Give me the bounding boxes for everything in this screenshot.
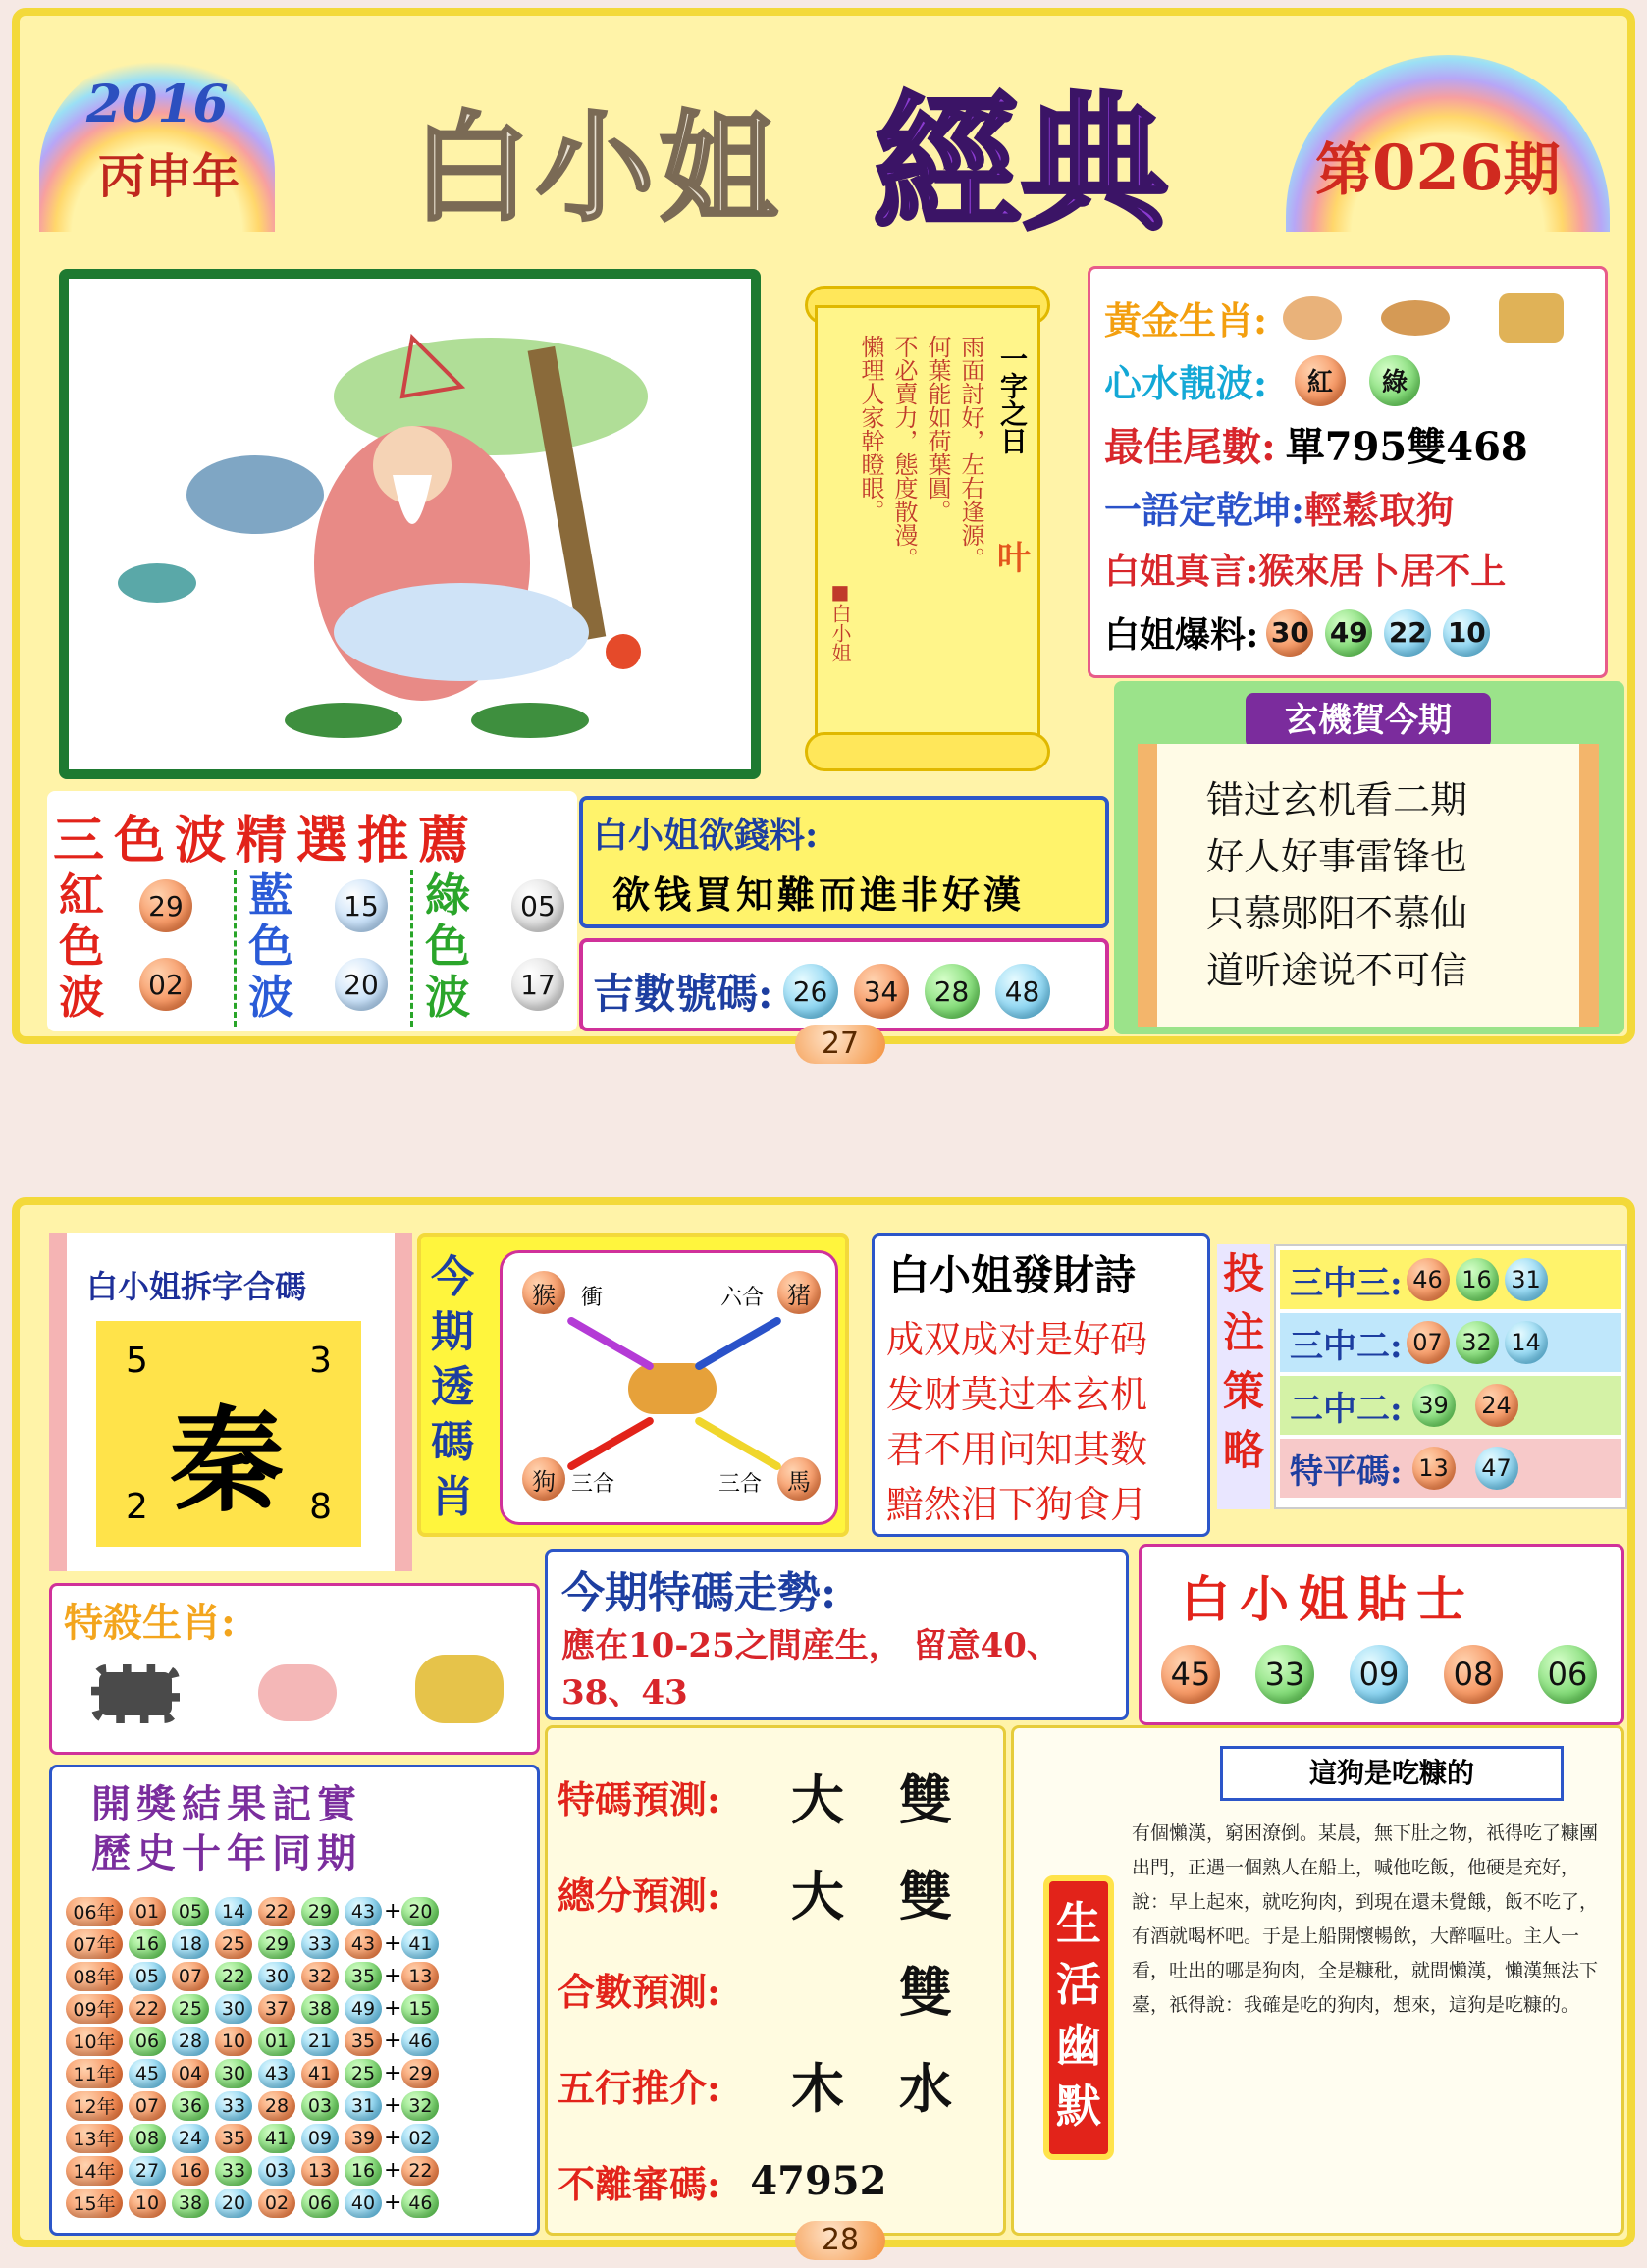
history-year: 09年 <box>66 1994 123 2024</box>
poem-scroll <box>766 286 1080 796</box>
history-ball: 01 <box>129 1897 166 1926</box>
history-ball: 21 <box>301 2027 339 2056</box>
tips-ball: 09 <box>1350 1645 1408 1704</box>
year-cn-text: 丙申年 <box>98 149 240 204</box>
history-ball: 35 <box>345 2027 382 2056</box>
zodiac-top-left: 猴 <box>522 1271 565 1314</box>
zodiac-bottom-left: 狗 <box>522 1457 565 1501</box>
history-ball: 22 <box>129 1994 166 2024</box>
prediction-label: 合數預測: <box>558 1969 721 2014</box>
history-ball: 10 <box>129 2189 166 2218</box>
history-ball: 06 <box>129 2027 166 2056</box>
year-text: 2016 <box>86 75 229 134</box>
bet-ball: 16 <box>1456 1258 1499 1301</box>
tip-ball: 30 <box>1266 609 1313 657</box>
trend-title: 今期特碼走勢: <box>561 1568 837 1618</box>
char-combo-box <box>49 1233 412 1571</box>
history-ball: 22 <box>215 1962 252 1991</box>
illustration-frame <box>59 269 761 779</box>
combo-char: 秦 <box>170 1395 284 1528</box>
three-wave-title: 三色波精選推薦 <box>53 811 480 870</box>
bet-row: 三中三: 46 16 31 <box>1280 1250 1621 1309</box>
arrow-down-left <box>566 1416 656 1472</box>
tiger-icon <box>628 1363 717 1414</box>
history-ball: 20 <box>215 2189 252 2218</box>
tips-title: 白小姐貼士 <box>1181 1570 1475 1628</box>
history-special-ball: 15 <box>401 1994 439 2024</box>
plus-sign: + <box>384 2126 402 2150</box>
history-ball: 02 <box>258 2189 295 2218</box>
plus-sign: + <box>384 1964 402 1988</box>
dog-icon <box>1499 293 1564 343</box>
prediction-label: 總分預測: <box>558 1872 721 1918</box>
history-year: 06年 <box>66 1897 123 1926</box>
tail-row: 最佳尾數: 單795雙468 <box>1104 424 1528 470</box>
history-ball: 33 <box>215 2156 252 2186</box>
poem-lines: 雨面討好，左右逢源。 何葉能如荷葉圓。 不必賣力，態度散漫。 懶理人家幹瞪眼。 <box>857 335 984 570</box>
history-special-ball: 46 <box>401 2027 439 2056</box>
prediction-row <box>558 1844 999 1940</box>
mystery-box <box>1114 681 1624 1034</box>
lucky-number-box <box>579 938 1109 1031</box>
history-ball: 31 <box>345 2091 382 2121</box>
history-special-ball: 22 <box>401 2156 439 2186</box>
wave-ball: 29 <box>139 879 192 932</box>
plus-sign: + <box>384 2029 402 2053</box>
history-ball: 27 <box>129 2156 166 2186</box>
bet-row: 二中二: 39 24 <box>1280 1376 1621 1435</box>
zodiac-reveal-title: 今期透碼肖 <box>431 1252 474 1522</box>
history-ball: 36 <box>172 2091 209 2121</box>
history-ball: 35 <box>345 1962 382 1991</box>
bet-ball: 46 <box>1407 1258 1450 1301</box>
trend-box <box>545 1549 1129 1720</box>
prediction-value: 水 <box>899 2056 952 2120</box>
char-combo-card: 5 3 2 8 秦 <box>96 1321 361 1547</box>
history-ball: 10 <box>215 2027 252 2056</box>
history-ball: 05 <box>172 1897 209 1926</box>
history-ball: 01 <box>258 2027 295 2056</box>
lucky-ball: 26 <box>783 964 838 1019</box>
bet-row: 三中二: 07 32 14 <box>1280 1313 1621 1372</box>
tips-ball: 33 <box>1255 1645 1314 1704</box>
predictions-box <box>545 1725 1006 2236</box>
arrow-up-left <box>566 1316 656 1372</box>
history-ball: 35 <box>215 2124 252 2153</box>
history-ball: 25 <box>215 1929 252 1959</box>
sage-under-tree-illustration <box>69 279 751 769</box>
history-ball: 45 <box>129 2059 166 2088</box>
history-special-ball: 46 <box>401 2189 439 2218</box>
history-ball: 08 <box>129 2124 166 2153</box>
bet-ball: 39 <box>1412 1384 1456 1427</box>
zodiac-bottom-right: 馬 <box>777 1457 821 1501</box>
title-main: 白小姐 <box>412 99 783 237</box>
info-box <box>1088 266 1608 678</box>
wave-ball: 15 <box>335 879 388 932</box>
history-year: 07年 <box>66 1929 123 1959</box>
history-ball: 16 <box>129 1929 166 1959</box>
wave-green-badge: 綠 <box>1369 355 1420 406</box>
bet-ball: 14 <box>1505 1321 1548 1364</box>
history-year: 12年 <box>66 2091 123 2121</box>
prediction-row <box>558 2036 999 2133</box>
history-special-ball: 02 <box>401 2124 439 2153</box>
bet-row: 特平碼: 13 47 <box>1280 1439 1621 1498</box>
money-label: 白小姐欲錢料: <box>593 815 819 856</box>
history-ball: 24 <box>172 2124 209 2153</box>
tip-ball: 49 <box>1325 609 1372 657</box>
history-row <box>66 2187 527 2219</box>
lucky-ball: 48 <box>995 964 1050 1019</box>
bet-ball: 47 <box>1475 1447 1518 1490</box>
prediction-label: 特碼預測: <box>558 1776 721 1821</box>
history-ball: 33 <box>215 2091 252 2121</box>
history-ball: 43 <box>345 1897 382 1926</box>
history-ball: 37 <box>258 1994 295 2024</box>
history-ball: 06 <box>301 2189 339 2218</box>
history-ball: 30 <box>215 2059 252 2088</box>
plus-sign: + <box>384 2190 402 2215</box>
wave-group-blue: 藍色波 15 20 <box>234 870 400 1027</box>
history-title-2: 歷史十年同期 <box>91 1830 362 1876</box>
history-ball: 14 <box>215 1897 252 1926</box>
history-ball: 07 <box>129 2091 166 2121</box>
history-ball: 22 <box>258 1897 295 1926</box>
wave-ball: 02 <box>139 958 192 1011</box>
arrow-down-right <box>694 1416 783 1472</box>
prediction-label: 五行推介: <box>558 2065 721 2110</box>
snake-icon <box>1283 296 1342 340</box>
prediction-row <box>558 1940 999 2036</box>
humor-text: 有個懶漢，窮困潦倒。某晨，無下肚之物，祇得吃了糠團出門，正遇一個熟人在船上，喊他吃飯，他硬是充好，說：早上起來，就吃狗肉，到現在還未覺餓，飯不吃了，有酒就喝杯吧。于是上船開懷暢飲，大醉嘔吐。主人一看，吐出的哪是狗肉，全是糠秕，就問懶漢，懶漢無法下臺，祇得說：我確是吃的狗肉，想來，這狗是吃糠的。 <box>1132 1822 1599 2016</box>
prediction-value: 雙 <box>899 1767 952 1831</box>
bet-strategy-side-label: 投注策略 <box>1217 1244 1270 1509</box>
golden-zodiac-row: 黃金生肖: <box>1104 290 1564 344</box>
history-ball: 28 <box>172 2027 209 2056</box>
history-box <box>49 1765 540 2236</box>
zodiac-reveal-box: 今期透碼肖 猴 衝 六合 猪 狗 三合 三合 馬 <box>417 1233 849 1537</box>
history-ball: 04 <box>172 2059 209 2088</box>
history-ball: 30 <box>215 1994 252 2024</box>
zodiac-top-right: 猪 <box>777 1271 821 1314</box>
history-row <box>66 2089 527 2122</box>
history-row <box>66 2025 527 2057</box>
history-ball: 16 <box>345 2156 382 2186</box>
history-ball: 38 <box>301 1994 339 2024</box>
prediction-value: 大 <box>791 1767 844 1831</box>
history-table <box>66 1895 527 2219</box>
history-ball: 43 <box>345 1929 382 1959</box>
prediction-rows <box>558 1748 999 2229</box>
money-value: 欲钱買知難而進非好漢 <box>612 872 1026 917</box>
tip-ball: 10 <box>1443 609 1490 657</box>
tips-ball: 06 <box>1538 1645 1597 1704</box>
plus-sign: + <box>384 1931 402 1956</box>
history-ball: 13 <box>301 2156 339 2186</box>
wave-ball: 20 <box>335 958 388 1011</box>
arrow-up-right <box>694 1316 783 1372</box>
title-classic: 經典 <box>874 78 1169 250</box>
history-ball: 30 <box>258 1962 295 1991</box>
page-28 <box>12 1197 1635 2257</box>
phrase-row: 一語定乾坤: 輕鬆取狗 <box>1104 488 1455 532</box>
plus-sign: + <box>384 1996 402 2021</box>
history-ball: 09 <box>301 2124 339 2153</box>
bet-strategy-box <box>1217 1244 1629 1509</box>
dragon-icon <box>415 1655 504 1723</box>
history-ball: 29 <box>258 1929 295 1959</box>
lucky-ball: 28 <box>925 964 980 1019</box>
history-row <box>66 2057 527 2089</box>
history-row <box>66 1960 527 1992</box>
rat-icon <box>1381 300 1450 336</box>
poem-answer: 叶 <box>997 539 1031 578</box>
tip-ball: 22 <box>1384 609 1431 657</box>
plus-sign: + <box>384 2158 402 2183</box>
history-ball: 49 <box>345 1994 382 2024</box>
bet-ball: 13 <box>1412 1447 1456 1490</box>
history-special-ball: 13 <box>401 1962 439 1991</box>
money-box <box>579 796 1109 928</box>
prediction-label: 不離審碼: <box>558 2161 721 2206</box>
history-special-ball: 41 <box>401 1929 439 1959</box>
bet-ball: 31 <box>1505 1258 1548 1301</box>
cow-icon <box>91 1664 180 1723</box>
wave-ball: 05 <box>511 879 564 932</box>
history-ball: 32 <box>301 1962 339 1991</box>
lucky-ball: 34 <box>854 964 909 1019</box>
history-row <box>66 2122 527 2154</box>
history-ball: 25 <box>172 1994 209 2024</box>
humor-title: 這狗是吃糠的 <box>1220 1746 1564 1801</box>
history-ball: 03 <box>258 2156 295 2186</box>
history-title-1: 開獎結果記實 <box>91 1781 362 1827</box>
history-ball: 43 <box>258 2059 295 2088</box>
history-year: 11年 <box>66 2059 123 2088</box>
tips-row: 白姐爆料: 30 49 22 10 <box>1104 607 1490 658</box>
bet-ball: 24 <box>1475 1384 1518 1427</box>
history-row <box>66 1895 527 1927</box>
history-year: 10年 <box>66 2027 123 2056</box>
humor-side-label: 生活幽默 <box>1043 1875 1114 2160</box>
poem-signature: ■白小姐 <box>828 580 852 662</box>
history-ball: 40 <box>345 2189 382 2218</box>
tips-ball: 08 <box>1444 1645 1503 1704</box>
humor-box <box>1011 1725 1624 2236</box>
kill-zodiac-title: 特殺生肖: <box>64 1600 236 1646</box>
history-ball: 18 <box>172 1929 209 1959</box>
truth-row: 白姐真言: 猴來居卜居不上 <box>1104 551 1507 592</box>
history-ball: 25 <box>345 2059 382 2088</box>
trend-text: 應在10-25之間産生， 留意40、38、43 <box>561 1626 1060 1713</box>
kill-zodiac-box <box>49 1583 540 1755</box>
fortune-poem-box <box>872 1233 1210 1537</box>
wave-group-green: 綠色波 05 17 <box>410 870 577 1027</box>
history-ball: 07 <box>172 1962 209 1991</box>
history-special-ball: 20 <box>401 1897 439 1926</box>
mystery-title: 玄機賀今期 <box>1246 693 1491 748</box>
history-ball: 38 <box>172 2189 209 2218</box>
tips-box <box>1139 1544 1624 1725</box>
history-year: 13年 <box>66 2124 123 2153</box>
wave-ball: 17 <box>511 958 564 1011</box>
history-ball: 05 <box>129 1962 166 1991</box>
fortune-poem-title: 白小姐發財詩 <box>888 1251 1137 1299</box>
history-ball: 41 <box>301 2059 339 2088</box>
history-year: 08年 <box>66 1962 123 1991</box>
wave-row: 心水靚波: 紅 綠 <box>1104 353 1420 407</box>
history-ball: 03 <box>301 2091 339 2121</box>
history-row <box>66 1992 527 2025</box>
history-special-ball: 29 <box>401 2059 439 2088</box>
history-year: 14年 <box>66 2156 123 2186</box>
tips-ball: 45 <box>1161 1645 1220 1704</box>
char-combo-title: 白小姐拆字合碼 <box>86 1268 307 1305</box>
plus-sign: + <box>384 2061 402 2085</box>
mystery-lines: 错过玄机看二期 好人好事雷锋也 只慕郧阳不慕仙 道听途说不可信 <box>1206 778 1468 992</box>
fortune-poem-lines: 成双成对是好码 发财莫过本玄机 君不用问知其数 黯然泪下狗食月 <box>886 1318 1148 1526</box>
plus-sign: + <box>384 2093 402 2118</box>
history-special-ball: 32 <box>401 2091 439 2121</box>
page-number-28: 28 <box>795 2221 885 2260</box>
history-ball: 41 <box>258 2124 295 2153</box>
prediction-value: 雙 <box>899 1960 952 2024</box>
page-number-27: 27 <box>795 1025 885 1064</box>
bet-ball: 07 <box>1407 1321 1450 1364</box>
prediction-value: 木 <box>791 2056 844 2120</box>
history-ball: 28 <box>258 2091 295 2121</box>
history-row <box>66 2154 527 2187</box>
poem-title: 一字之日 <box>996 344 1029 454</box>
history-year: 15年 <box>66 2189 123 2218</box>
prediction-row <box>558 1748 999 1844</box>
history-ball: 16 <box>172 2156 209 2186</box>
wave-red-badge: 紅 <box>1295 355 1346 406</box>
plus-sign: + <box>384 1899 402 1924</box>
bet-ball: 32 <box>1456 1321 1499 1364</box>
history-row <box>66 1927 527 1960</box>
history-ball: 29 <box>301 1897 339 1926</box>
header <box>20 16 1627 250</box>
history-ball: 39 <box>345 2124 382 2153</box>
prediction-row <box>558 2133 999 2229</box>
prediction-value: 大 <box>791 1864 844 1927</box>
issue-label: 第026期 <box>1315 132 1561 205</box>
lucky-label: 吉數號碼: <box>593 970 773 1018</box>
wave-group-red: 紅色波 29 02 <box>51 870 218 1027</box>
page-27 <box>12 8 1635 1061</box>
prediction-value: 47952 <box>750 2157 887 2204</box>
three-wave-box <box>47 791 577 1031</box>
prediction-value: 雙 <box>899 1864 952 1927</box>
history-ball: 33 <box>301 1929 339 1959</box>
pig-icon <box>258 1664 337 1721</box>
